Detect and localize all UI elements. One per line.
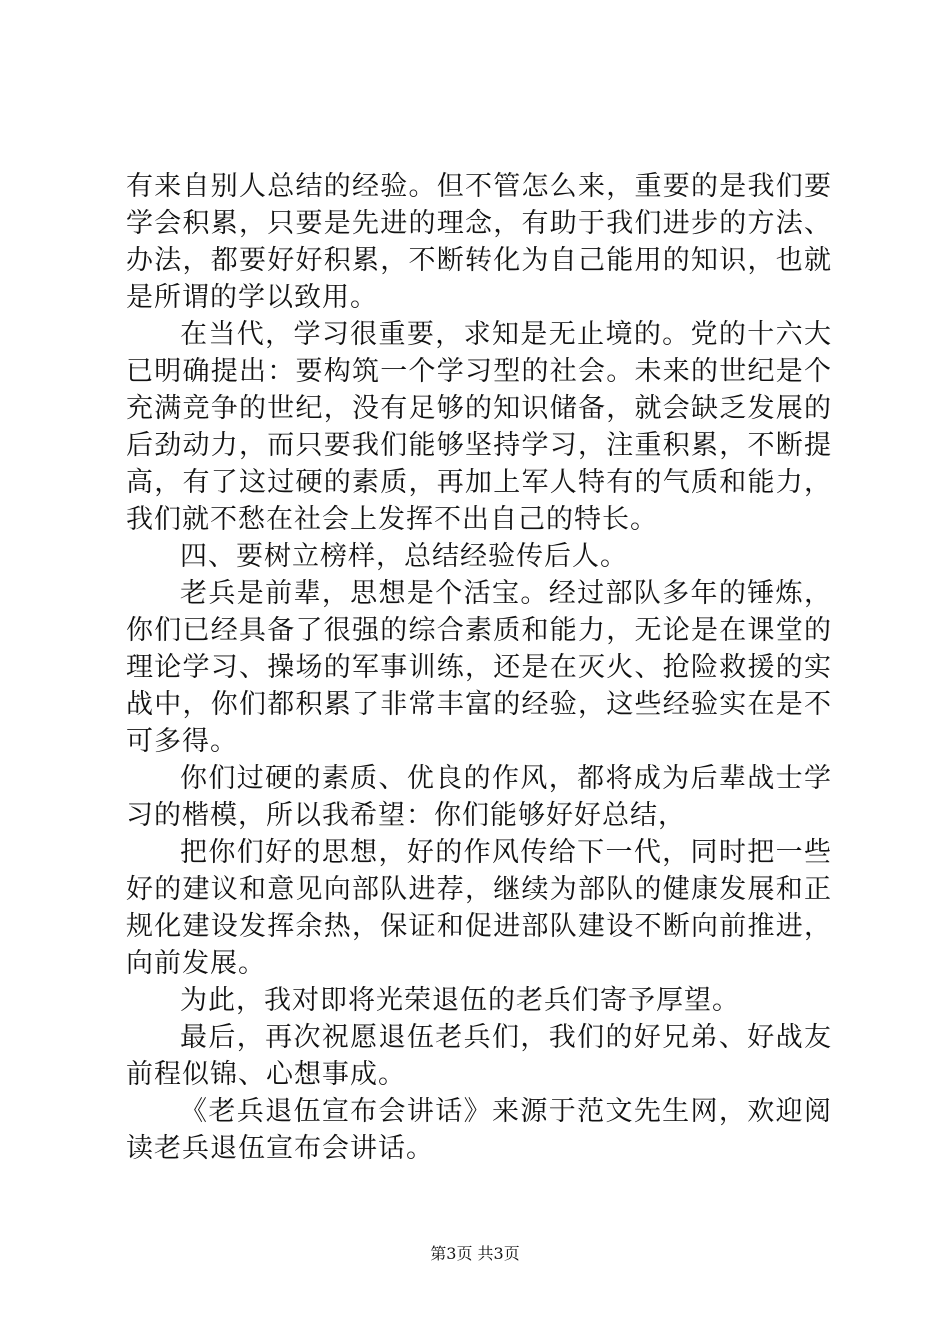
document-body — [126, 168, 832, 1167]
paragraph: 在当代，学习很重要，求知是无止境的。党的十六大已明确提出：要构筑一个学习型的社会。未来的世纪是个充满竞争的世纪，没有足够的知识储备，就会缺乏发展的后劲动力，而只要我们能够坚持学习，注重积累，不断提高，有了这过硬的素质，再加上军人特有的气质和能力，我们就不愁在社会上发挥不出自己的特长。 — [126, 319, 832, 535]
page-footer: 第3页 共3页 — [430, 1244, 520, 1263]
paragraph: 老兵是前辈，思想是个活宝。经过部队多年的锤炼，你们已经具备了很强的综合素质和能力，无论是在课堂的理论学习、操场的军事训练，还是在灭火、抢险救援的实战中，你们都积累了非常丰富的经验，这些经验实在是不可多得。 — [126, 578, 832, 757]
paragraph: 有来自别人总结的经验。但不管怎么来，重要的是我们要学会积累，只要是先进的理念，有助于我们进步的方法、办法，都要好好积累，不断转化为自己能用的知识，也就是所谓的学以致用。 — [126, 171, 832, 313]
paragraph: 最后，再次祝愿退伍老兵们，我们的好兄弟、好战友前程似锦、心想事成。 — [126, 1022, 832, 1090]
paragraph: 为此，我对即将光荣退伍的老兵们寄予厚望。 — [180, 985, 740, 1016]
paragraph: 《老兵退伍宣布会讲话》来源于范文先生网，欢迎阅读老兵退伍宣布会讲话。 — [126, 1096, 832, 1164]
paragraph: 把你们好的思想，好的作风传给下一代，同时把一些好的建议和意见向部队进荐，继续为部队的健康发展和正规化建设发挥余热，保证和促进部队建设不断向前推进，向前发展。 — [126, 837, 832, 979]
paragraph: 你们过硬的素质、优良的作风，都将成为后辈战士学习的楷模，所以我希望：你们能够好好总结， — [126, 763, 832, 831]
section-heading: 四、要树立榜样，总结经验传后人。 — [180, 541, 628, 572]
